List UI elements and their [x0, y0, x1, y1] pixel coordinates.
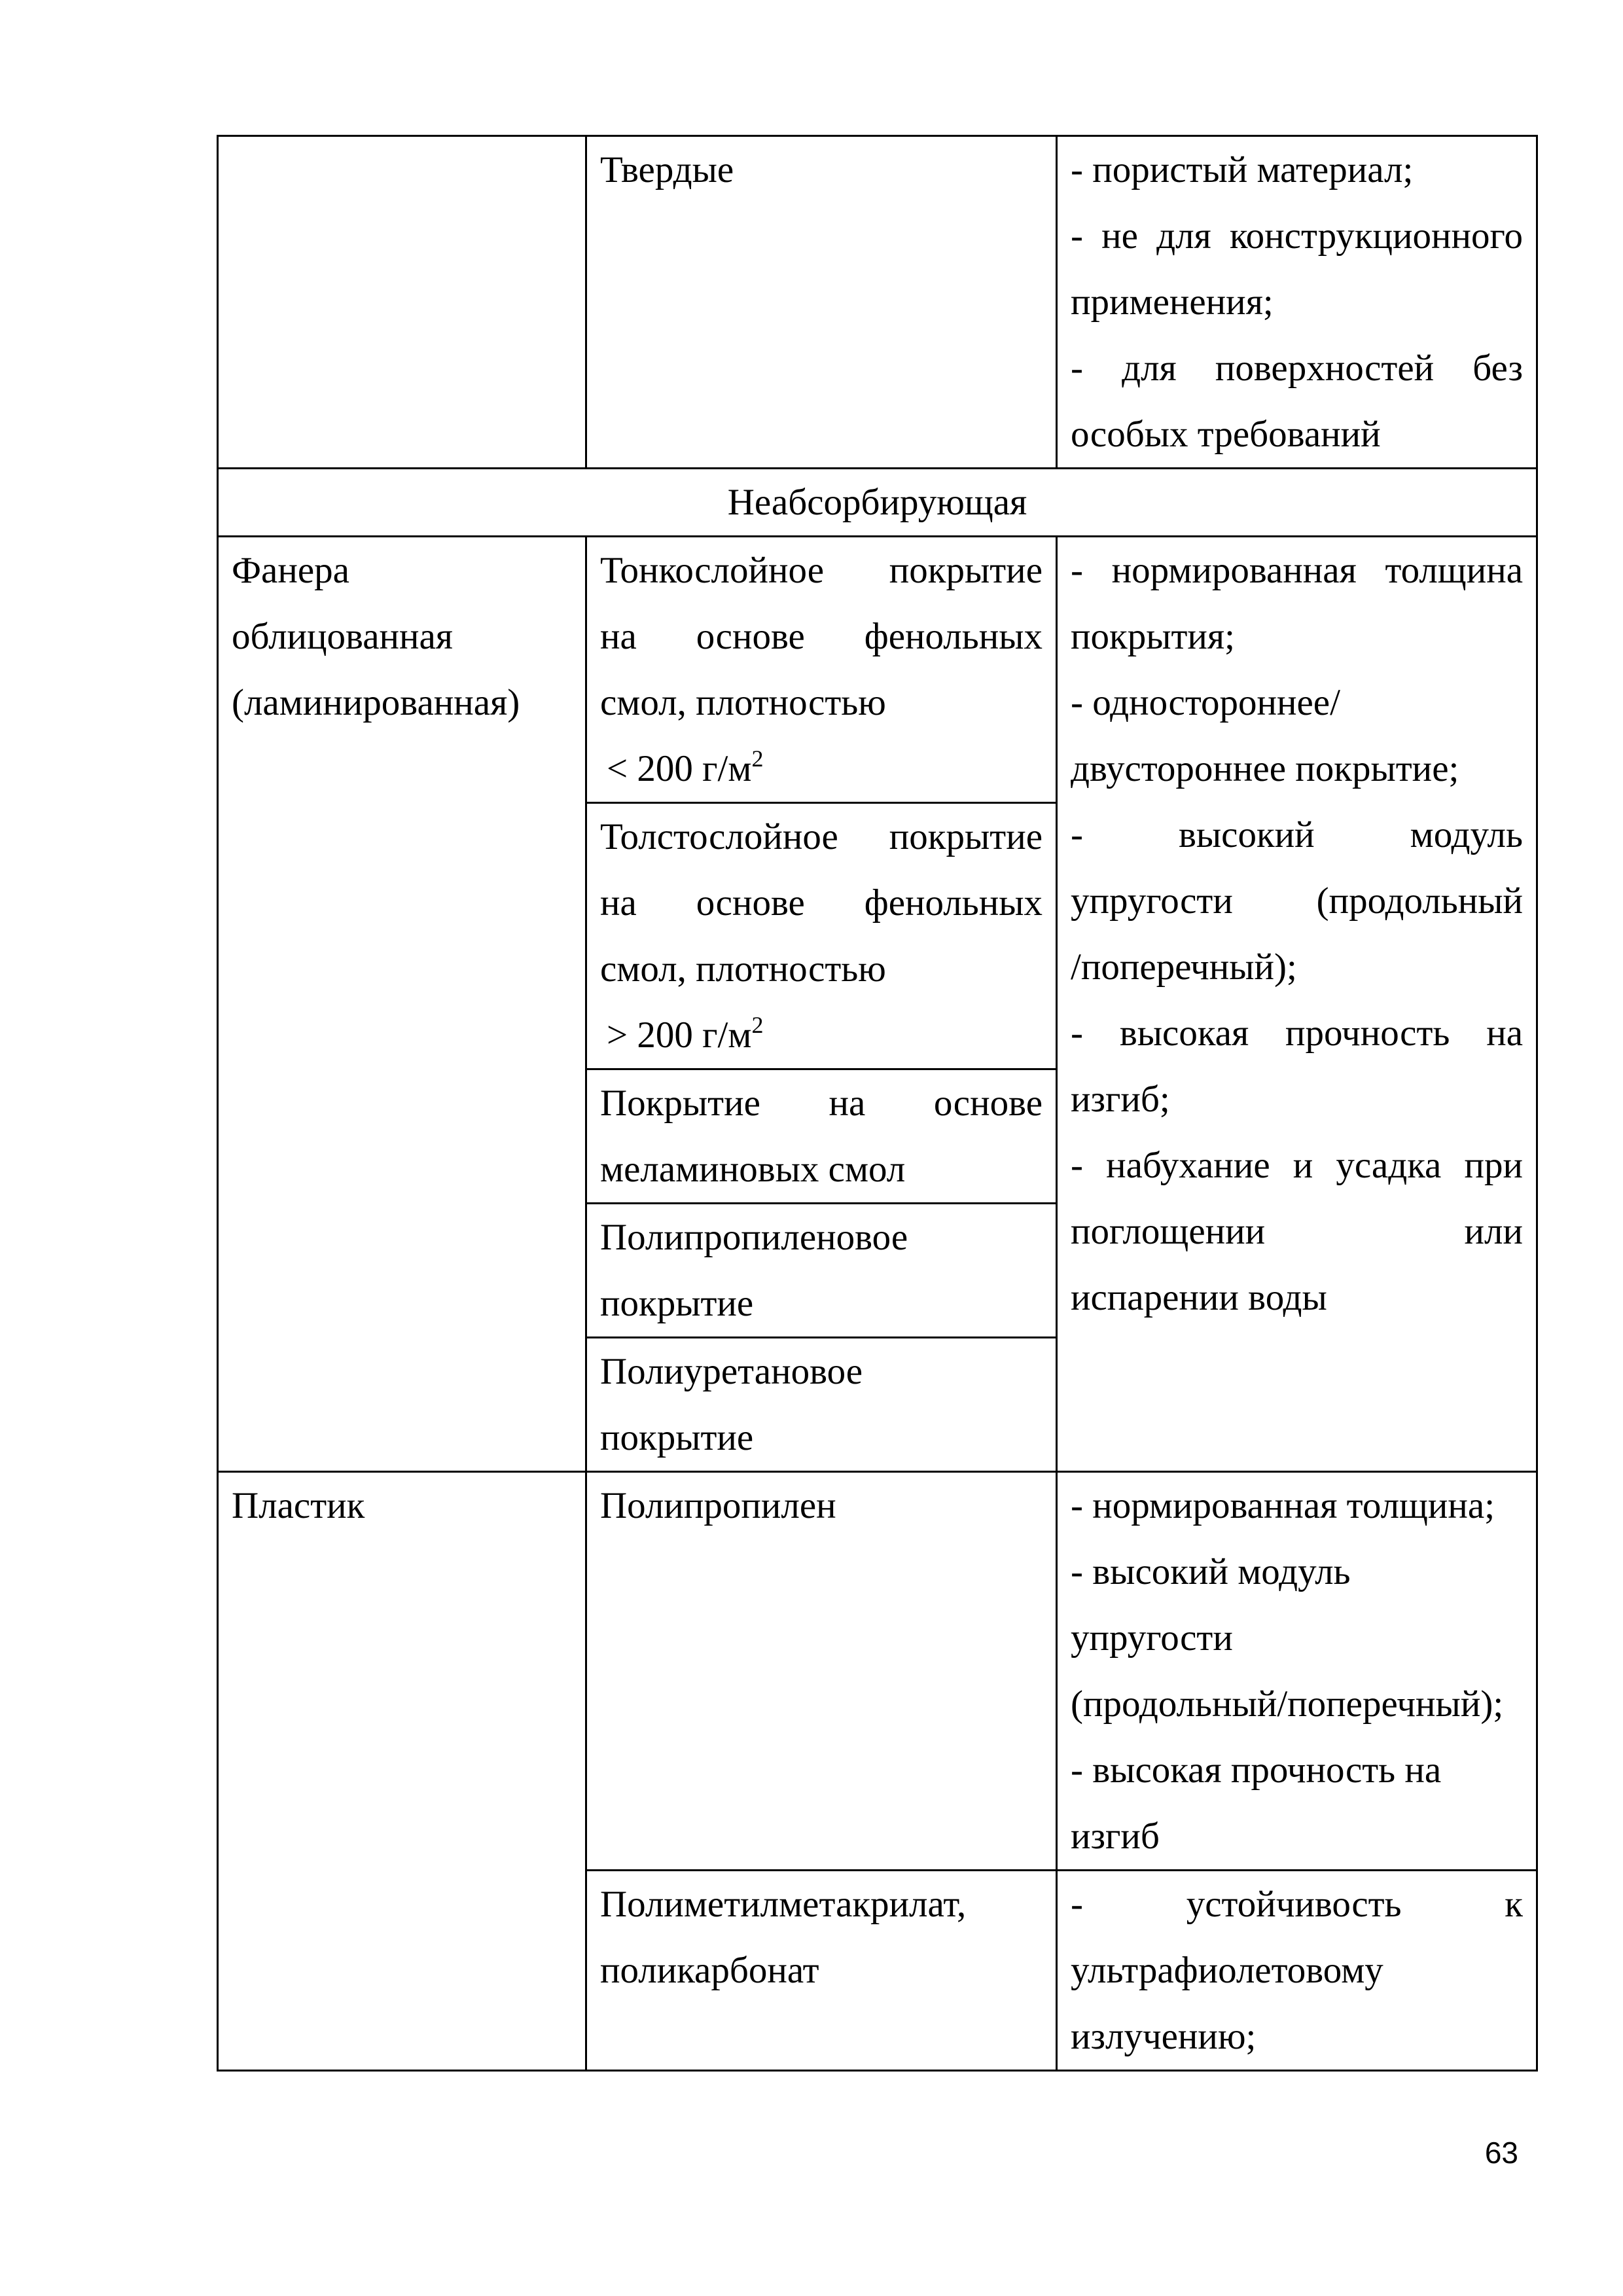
feature-line: - высокая прочность на	[1071, 1749, 1442, 1791]
page-number: 63	[1484, 2136, 1518, 2170]
feature-line: упругости	[1071, 1617, 1233, 1659]
material-type-cell	[586, 1871, 1057, 2071]
material-type-cell	[586, 136, 1057, 469]
feature-line: испарении воды	[1071, 1277, 1327, 1318]
table-row	[218, 136, 1537, 469]
feature-line: - нормированная толщина	[1071, 550, 1523, 591]
table-row	[218, 537, 1537, 803]
coating-line: покрытие	[600, 1283, 754, 1324]
material-line: облицованная	[232, 616, 454, 657]
features-cell	[1057, 537, 1537, 1472]
coating-cell	[586, 803, 1057, 1069]
coating-cell	[586, 1204, 1057, 1338]
material-type-name: Полипропилен	[600, 1485, 836, 1526]
material-cell	[218, 537, 586, 1472]
feature-line: покрытия;	[1071, 616, 1235, 657]
feature-line: - высокий модуль	[1071, 1551, 1351, 1592]
coating-line: на основе фенольных	[600, 616, 1043, 657]
density-value: < 200 г/м	[607, 748, 752, 789]
coating-cell	[586, 1338, 1057, 1472]
feature-line: - пористый материал;	[1071, 149, 1414, 190]
feature-line: особых требований	[1071, 414, 1381, 455]
coating-density	[600, 1002, 1043, 1068]
coating-line: Покрытие на основе	[600, 1083, 1043, 1124]
coating-line: Полипропиленовое	[600, 1217, 908, 1258]
features-cell	[1057, 1871, 1537, 2071]
empty-cell	[218, 136, 586, 469]
feature-line: двустороннее покрытие;	[1071, 748, 1459, 789]
feature-line: - одностороннее/	[1071, 682, 1340, 723]
material-line: Пластик	[232, 1485, 365, 1526]
feature-line: - высокий модуль	[1071, 814, 1523, 855]
table-row	[218, 469, 1537, 537]
material-type-name: Полиметилметакрилат,	[600, 1884, 967, 1925]
coating-line: Полиуретановое	[600, 1351, 863, 1392]
feature-line: ультрафиолетовому	[1071, 1950, 1383, 1991]
material-line: Фанера	[232, 550, 349, 591]
coating-line: смол, плотностью	[600, 948, 886, 990]
coating-line: Тонкослойное покрытие	[600, 550, 1043, 591]
coating-line: на основе фенольных	[600, 882, 1043, 924]
table-row	[218, 1472, 1537, 1871]
feature-line: - набухание и усадка при	[1071, 1145, 1523, 1186]
coating-cell	[586, 537, 1057, 803]
feature-line: - высокая прочность на	[1071, 1013, 1523, 1054]
coating-line: меламиновых смол	[600, 1149, 906, 1190]
feature-line: - для поверхностей без	[1071, 348, 1523, 389]
feature-line: изгиб	[1071, 1816, 1160, 1857]
feature-line: применения;	[1071, 281, 1274, 323]
section-header: Неабсорбирующая	[727, 482, 1027, 523]
material-type-cell	[586, 1472, 1057, 1871]
density-exponent: 2	[751, 1012, 764, 1038]
materials-table	[217, 135, 1538, 2072]
coating-line: покрытие	[600, 1417, 754, 1458]
feature-line: (продольный/поперечный);	[1071, 1683, 1504, 1725]
density-value: > 200 г/м	[607, 1014, 752, 1056]
coating-line: смол, плотностью	[600, 682, 886, 723]
features-cell	[1057, 136, 1537, 469]
feature-line: - нормированная толщина;	[1071, 1485, 1495, 1526]
feature-line: упругости (продольный	[1071, 880, 1523, 922]
feature-line: изгиб;	[1071, 1079, 1170, 1120]
material-type-name: поликарбонат	[600, 1950, 819, 1991]
density-exponent: 2	[751, 745, 764, 772]
feature-line: /поперечный);	[1071, 946, 1297, 988]
section-header-cell	[218, 469, 1537, 537]
feature-line: - устойчивость к	[1071, 1884, 1523, 1925]
material-line: (ламинированная)	[232, 682, 520, 723]
material-type-name: Твердые	[600, 149, 734, 190]
feature-line: поглощении или	[1071, 1211, 1523, 1252]
coating-line: Толстослойное покрытие	[600, 816, 1043, 857]
feature-line: - не для конструкционного	[1071, 215, 1523, 257]
coating-density	[600, 736, 1043, 802]
material-cell	[218, 1472, 586, 2071]
coating-cell	[586, 1069, 1057, 1204]
feature-line: излучению;	[1071, 2016, 1257, 2057]
features-cell	[1057, 1472, 1537, 1871]
